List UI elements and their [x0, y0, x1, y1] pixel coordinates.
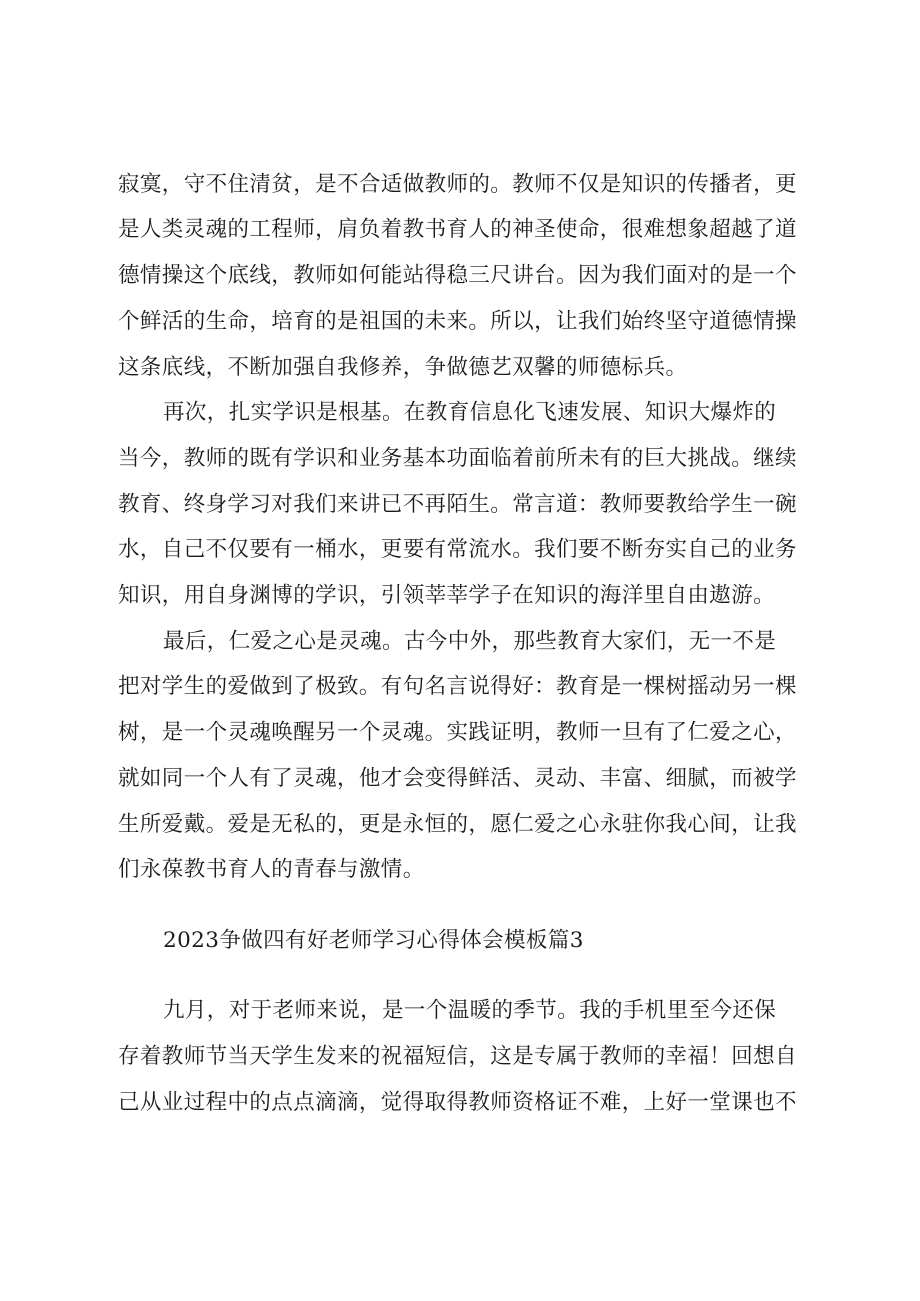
text-line: 是人类灵魂的工程师，肩负着教书育人的神圣使命，很难想象超越了道 — [118, 217, 797, 242]
text-line: 己从业过程中的点点滴滴，觉得取得教师资格证不难，上好一堂课也不 — [118, 1090, 797, 1115]
text-line: 树，是一个灵魂唤醒另一个灵魂。实践证明，教师一旦有了仁爱之心， — [118, 720, 797, 745]
text-line: 水，自己不仅要有一桶水，更要有常流水。我们要不断夯实自己的业务 — [118, 537, 797, 562]
text-line: 生所爱戴。爱是无私的，更是永恒的，愿仁爱之心永驻你我心间，让我 — [118, 812, 797, 837]
text-line: 个鲜活的生命，培育的是祖国的未来。所以，让我们始终坚守道德情操 — [118, 309, 797, 334]
section-heading: 2023争做四有好老师学习心得体会模板篇3 — [163, 928, 584, 953]
paragraph-first-line: 再次，扎实学识是根基。在教育信息化飞速发展、知识大爆炸的 — [163, 400, 777, 425]
text-line: 就如同一个人有了灵魂，他才会变得鲜活、灵动、丰富、细腻，而被学 — [118, 766, 797, 791]
text-line: 这条底线，不断加强自我修养，争做德艺双馨的师德标兵。 — [118, 355, 688, 380]
text-line: 教育、终身学习对我们来讲已不再陌生。常言道：教师要教给学生一碗 — [118, 492, 797, 517]
paragraph-first-line: 九月，对于老师来说，是一个温暖的季节。我的手机里至今还保 — [163, 998, 777, 1023]
text-line: 德情操这个底线，教师如何能站得稳三尺讲台。因为我们面对的是一个 — [118, 263, 797, 288]
text-line: 存着教师节当天学生发来的祝福短信，这是专属于教师的幸福！回想自 — [118, 1044, 797, 1069]
paragraph-first-line: 最后，仁爱之心是灵魂。古今中外，那些教育大家们，无一不是 — [163, 629, 777, 654]
text-line: 当今，教师的既有学识和业务基本功面临着前所未有的巨大挑战。继续 — [118, 446, 797, 471]
text-line: 把对学生的爱做到了极致。有句名言说得好：教育是一棵树摇动另一棵 — [118, 674, 797, 699]
text-line: 知识，用自身渊博的学识，引领莘莘学子在知识的海洋里自由遨游。 — [118, 583, 776, 608]
text-line: 们永葆教书育人的青春与激情。 — [118, 857, 425, 882]
text-line: 寂寞，守不住清贫，是不合适做教师的。教师不仅是知识的传播者，更 — [118, 172, 797, 197]
